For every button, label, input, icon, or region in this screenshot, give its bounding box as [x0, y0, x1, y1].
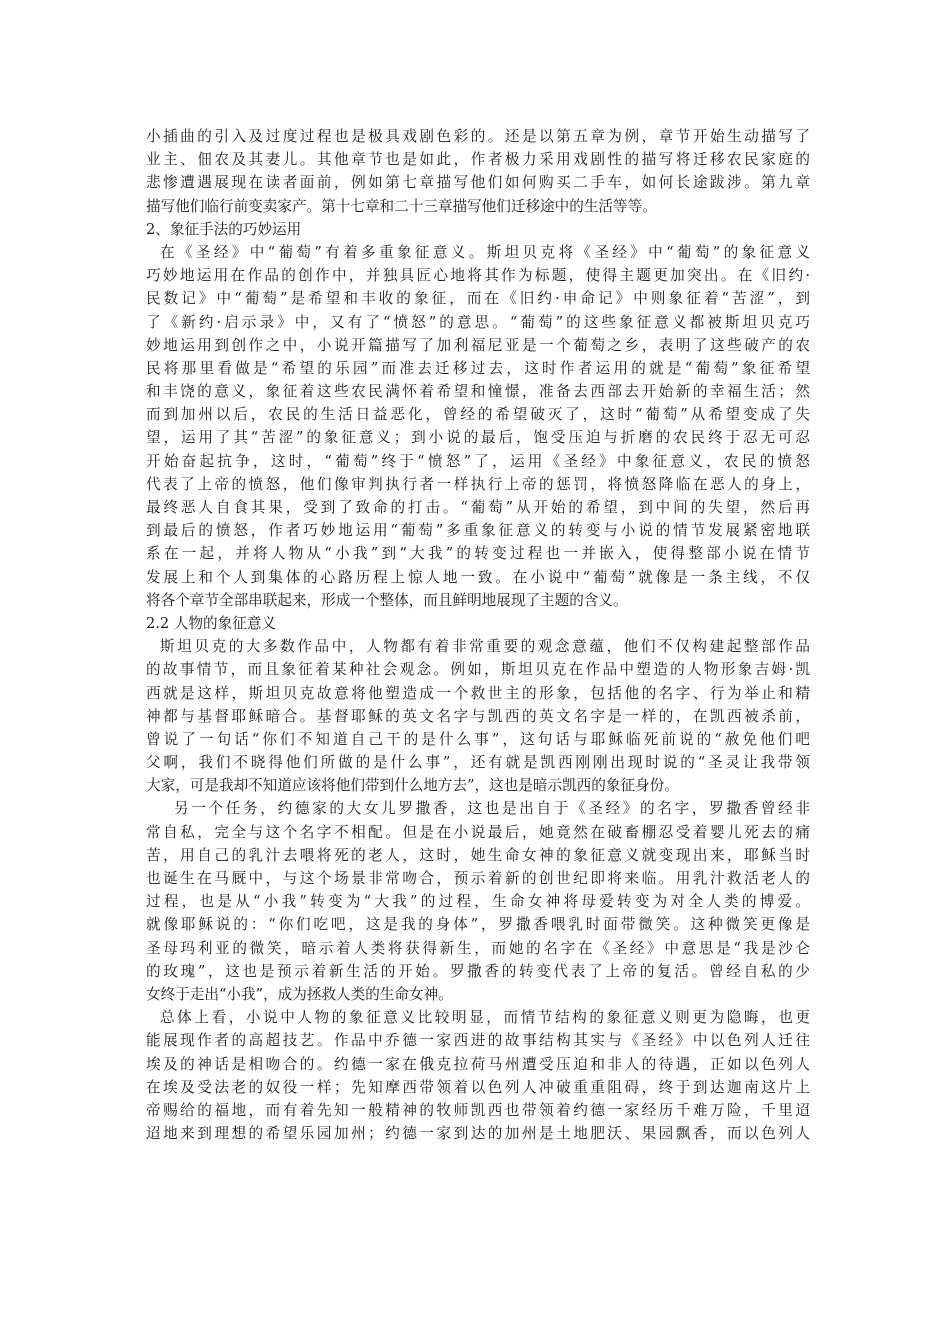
paragraph-line: 的故事情节，而且象征着某种社会观念。例如，斯坦贝克在作品中塑造的人物形象吉姆·凯 [146, 661, 810, 679]
paragraph-line: 在埃及受法老的奴役一样；先知摩西带领着以色列人冲破重重阻碍，终于到达迦南这片上 [146, 1078, 810, 1096]
section-heading: 2.2 人物的象征意义 [146, 614, 277, 632]
paragraph-line: 妙地运用到创作之中，小说开篇描写了加利福尼亚是一个葡萄之乡，表明了这些破产的农 [146, 336, 810, 354]
paragraph-line: 斯坦贝克的大多数作品中，人物都有着非常重要的观念意蕴，他们不仅构建起整部作品 [160, 638, 810, 656]
paragraph-line: 圣母玛利亚的微笑，暗示着人类将获得新生，而她的名字在《圣经》中意思是“我是沙仑 [146, 939, 810, 957]
paragraph-line: 埃及的神话是相吻合的。约德一家在俄克拉荷马州遭受压迫和非人的待遇，正如以色列人 [146, 1055, 810, 1073]
paragraph-line: 大家，可是我却不知道应该将他们带到什么地方去”，这也是暗示凯西的象征身份。 [146, 777, 679, 795]
paragraph-line: 望，运用了其“苦涩”的象征意义；到小说的最后，饱受压迫与折磨的农民终于忍无可忍 [146, 429, 810, 447]
paragraph-line: 帝赐给的福地，而有着先知一般精神的牧师凯西也带领着约德一家经历千难万险，千里迢 [146, 1101, 810, 1119]
paragraph-line: 能展现作者的高超技艺。作品中乔德一家西进的故事结构其实与《圣经》中以色列人迁往 [146, 1032, 810, 1050]
paragraph-line: 民数记》中“葡萄”是希望和丰收的象征，而在《旧约·申命记》中则象征着“苦涩”，到 [146, 290, 810, 308]
paragraph-line: 女终于走出“小我”，成为拯救人类的生命女神。 [146, 985, 453, 1003]
paragraph-line: 系在一起，并将人物从“小我”到“大我”的转变过程也一并嵌入，使得整部小说在情节 [146, 545, 810, 563]
paragraph-line: 发展上和个人到集体的心路历程上惊人地一致。在小说中“葡萄”就像是一条主线，不仅 [146, 568, 810, 586]
paragraph-line: 小插曲的引入及过度过程也是极具戏剧色彩的。还是以第五章为例，章节开始生动描写了 [146, 128, 810, 145]
paragraph-line: 神都与基督耶稣暗合。基督耶稣的英文名字与凯西的英文名字是一样的，在凯西被杀前， [146, 707, 810, 725]
paragraph-line: 最终恶人自食其果，受到了致命的打击。“葡萄”从开始的希望，到中间的失望，然后再 [146, 499, 810, 516]
paragraph-line: 常自私，完全与这个名字不相配。但是在小说最后，她竟然在破畜棚忍受着婴儿死去的痛 [146, 823, 810, 841]
paragraph-line: 的玫瑰”，这也是预示着新生活的开始。罗撒香的转变代表了上帝的复活。曾经自私的少 [146, 962, 810, 980]
section-heading: 2、象征手法的巧妙运用 [146, 220, 302, 238]
paragraph-line: 到最后的愤怒，作者巧妙地运用“葡萄”多重象征意义的转变与小说的情节发展紧密地联 [146, 522, 810, 540]
paragraph-line: 曾说了一句话“你们不知道自己干的是什么事”，这句话与耶稣临死前说的“赦免他们吧 [146, 730, 810, 748]
paragraph-line: 悲惨遭遇展现在读者面前，例如第七章描写他们如何购买二手车，如何长途跋涉。第九章 [146, 174, 810, 192]
document-page [146, 125, 810, 1145]
paragraph-line: 在《圣经》中“葡萄”有着多重象征意义。斯坦贝克将《圣经》中“葡萄”的象征意义 [160, 243, 810, 261]
paragraph-line: 描写他们临行前变卖家产。第十七章和二十三章描写他们迁移途中的生活等等。 [146, 197, 657, 215]
paragraph-line: 巧妙地运用在作品的创作中，并独具匠心地将其作为标题，使得主题更加突出。在《旧约· [146, 267, 810, 285]
paragraph-line: 过程，也是从“小我”转变为“大我”的过程，生命女神将母爱转变为对全人类的博爱。 [146, 893, 810, 911]
paragraph-line: 了《新约·启示录》中，又有了“愤怒”的意思。“葡萄”的这些象征意义都被斯坦贝克巧 [146, 313, 810, 331]
paragraph-line: 也诞生在马厩中，与这个场景非常吻合，预示着新的创世纪即将来临。用乳汁救活老人的 [146, 870, 810, 887]
paragraph-line: 迢地来到理想的希望乐园加州；约德一家到达的加州是土地肥沃、果园飘香，而以色列人 [146, 1125, 810, 1143]
paragraph-line: 业主、佃农及其妻儿。其他章节也是如此，作者极力采用戏剧性的描写将迁移农民家庭的 [146, 151, 810, 169]
paragraph-line: 西就是这样，斯坦贝克故意将他塑造成一个救世主的形象，包括他的名字、行为举止和精 [146, 684, 810, 702]
paragraph-line: 民将那里看做是“希望的乐园”而准去迁移过去，这时作者运用的就是“葡萄”象征希望 [146, 359, 810, 377]
paragraph-line: 另一个任务，约德家的大女儿罗撒香，这也是出自于《圣经》的名字，罗撒香曾经非 [174, 800, 810, 818]
paragraph-line: 和丰饶的意义，象征着这些农民满怀着希望和憧憬，准备去西部去开始新的幸福生活；然 [146, 383, 810, 401]
paragraph-line: 总体上看，小说中人物的象征意义比较明显，而情节结构的象征意义则更为隐晦，也更 [160, 1009, 810, 1027]
paragraph-line: 父啊，我们不晓得他们所做的是什么事”，还有就是凯西刚刚出现时说的“圣灵让我带领 [146, 754, 810, 772]
paragraph-line: 苦，用自己的乳汁去喂将死的老人，这时，她生命女神的象征意义就变现出来，耶稣当时 [146, 846, 810, 864]
paragraph-line: 而到加州以后，农民的生活日益恶化，曾经的希望破灭了，这时“葡萄”从希望变成了失 [146, 406, 810, 424]
paragraph-line: 将各个章节全部串联起来，形成一个整体，而且鲜明地展现了主题的含义。 [146, 591, 628, 609]
paragraph-line: 代表了上帝的愤怒，他们像审判执行者一样执行上帝的惩罚，将愤怒降临在恶人的身上， [146, 475, 810, 493]
paragraph-line: 就像耶稣说的：“你们吃吧，这是我的身体”，罗撒香喂乳时面带微笑。这种微笑更像是 [146, 916, 810, 934]
paragraph-line: 开始奋起抗争，这时，“葡萄”终于“愤怒”了，运用《圣经》中象征意义，农民的愤怒 [146, 452, 810, 470]
